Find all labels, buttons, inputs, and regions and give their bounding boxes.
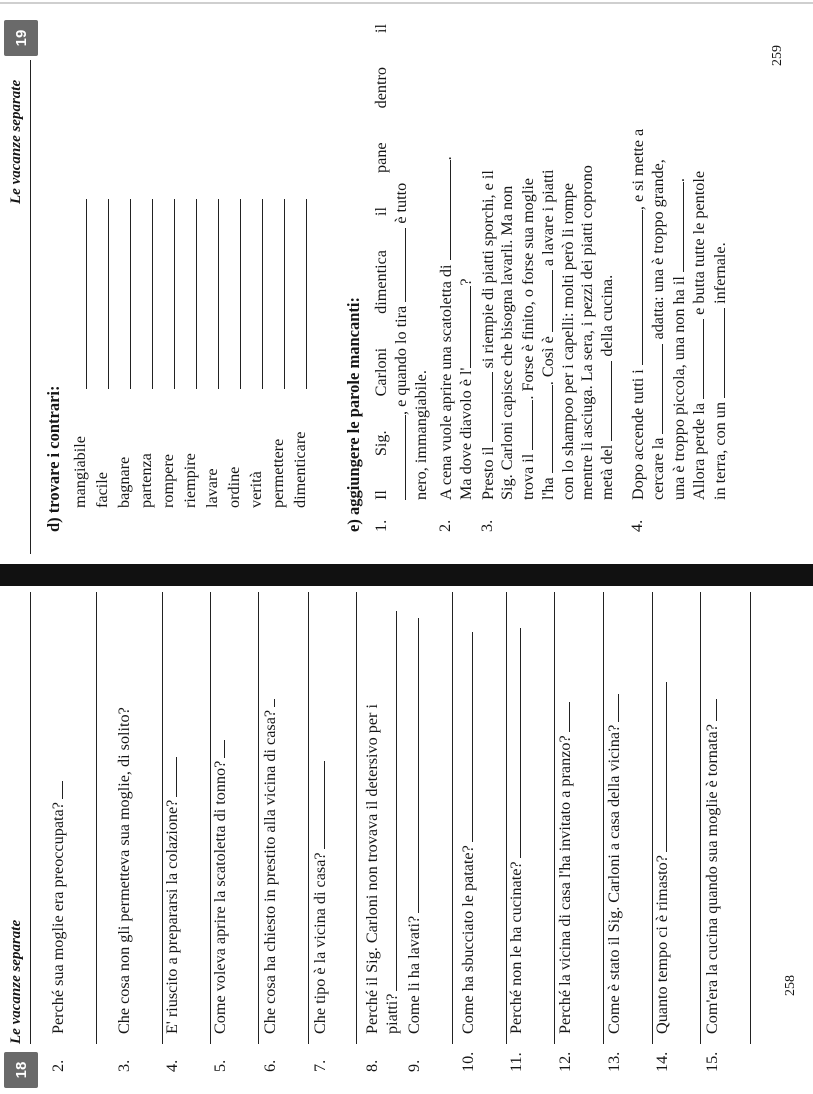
question-8: 8.Perché il Sig. Carloni non trovava il detersivo per i xyxy=(363,704,381,1072)
question-10: 10.Come ha sbucciato le patate? xyxy=(458,592,478,1072)
question-6: 6.Che cosa ha chiesto in prestito alla vicina di casa? xyxy=(260,592,280,1072)
left-page xyxy=(0,582,813,1094)
question-14: 14.Quanto tempo ci è rimasto? xyxy=(652,592,672,1072)
exercise-2: 2. A cena vuole aprire una scatoletta di . Ma dove diavolo è l'? xyxy=(436,156,476,532)
opposite-word: riempire xyxy=(181,453,199,508)
opposite-answer-line xyxy=(262,199,263,389)
opposite-answer-line xyxy=(152,199,153,389)
answer-line xyxy=(452,592,453,1044)
header-rule-right xyxy=(30,60,31,554)
question-13: 13.Come è stato il Sig. Carloni a casa della vicina? xyxy=(604,592,624,1072)
running-header-right: Le vacanze separate xyxy=(8,79,24,204)
answer-line xyxy=(356,592,357,1044)
opposite-word: bagnare xyxy=(115,456,133,508)
question-12: 12.Perché la vicina di casa l'ha invitato a pranzo? xyxy=(555,592,575,1072)
answer-line xyxy=(750,592,751,1044)
opposite-answer-line xyxy=(284,199,285,389)
opposite-word: verità xyxy=(247,471,265,508)
opposite-word: partenza xyxy=(137,453,155,508)
question-8-cont: piatti? xyxy=(382,554,402,1034)
opposite-answer-line xyxy=(130,199,131,389)
question-7: 7.Che tipo è la vicina di casa? xyxy=(310,592,330,1072)
opposite-word: rompere xyxy=(159,454,177,508)
running-header-left: Le vacanze separate xyxy=(8,919,24,1044)
opposite-answer-line xyxy=(306,199,307,389)
chapter-tab-left: 18 xyxy=(4,1052,38,1088)
opposite-word: permettere xyxy=(269,438,287,508)
opposite-word: facile xyxy=(93,472,111,508)
opposite-answer-line xyxy=(108,199,109,389)
opposite-answer-line xyxy=(86,199,87,389)
question-11: 11.Perché non le ha cucinate? xyxy=(506,592,526,1072)
answer-line xyxy=(700,592,701,1044)
opposite-answer-line xyxy=(240,199,241,389)
question-4: 4.E' riuscito a prepararsi la colazione? xyxy=(162,592,182,1072)
question-9: 9.Come li ha lavati? xyxy=(404,592,424,1072)
opposite-answer-line xyxy=(218,199,219,389)
answer-line xyxy=(96,592,97,1044)
opposite-word: lavare xyxy=(203,468,221,508)
opposite-word: ordine xyxy=(225,466,243,508)
question-3: 3.Che cosa non gli permetteva sua moglie, di solito? xyxy=(115,707,133,1072)
question-5: 5.Come voleva aprire la scatoletta di tonno? xyxy=(210,592,230,1072)
book-gutter-shadow xyxy=(0,564,813,586)
question-15: 15.Com'era la cucina quando sua moglie è tornata? xyxy=(702,592,722,1072)
opposite-word: dimenticare xyxy=(291,431,309,508)
section-d-title: d) trovare i contrari: xyxy=(44,385,63,532)
section-e-title: e) aggiungere le parole mancanti: xyxy=(344,297,363,532)
opposite-answer-line xyxy=(174,199,175,389)
opposite-word: mangiabile xyxy=(71,436,89,508)
page-number-left: 258 xyxy=(783,975,798,996)
page-number-right: 259 xyxy=(770,45,785,66)
exercise-1: 1. Il Sig. Carloni dimentica il pane dentro il , e quando lo tira è tutto nero, immangiabile. xyxy=(372,24,430,532)
scan-edge-line xyxy=(0,2,813,4)
chapter-tab-right: 19 xyxy=(4,20,38,56)
exercise-4: 4. Dopo accende tutti i , e si mette a cercare la adatta: una è troppo grande, una è troppo piccola, una non ha il . Allora perde la e butta tutte le pentole in terra, con un infernale. xyxy=(628,128,729,532)
question-2: 2.Perché sua moglie era preoccupata? xyxy=(48,592,68,1072)
answer-line xyxy=(258,592,259,1044)
answer-line xyxy=(308,592,309,1044)
opposite-answer-line xyxy=(196,199,197,389)
exercise-3: 3. Presto il si riempie di piatti sporchi, e il Sig. Carloni capisce che bisogna lavarli. Ma non trova il . Forse è finito, o forse sua moglie l'ha . Così è a lavare i piatti con lo shampoo per i capelli: molti però li rompe mentre li asciuga. La sera, i pezzi dei piatti coprono metà del della cucina. xyxy=(478,165,617,532)
header-rule-left xyxy=(30,592,31,1044)
